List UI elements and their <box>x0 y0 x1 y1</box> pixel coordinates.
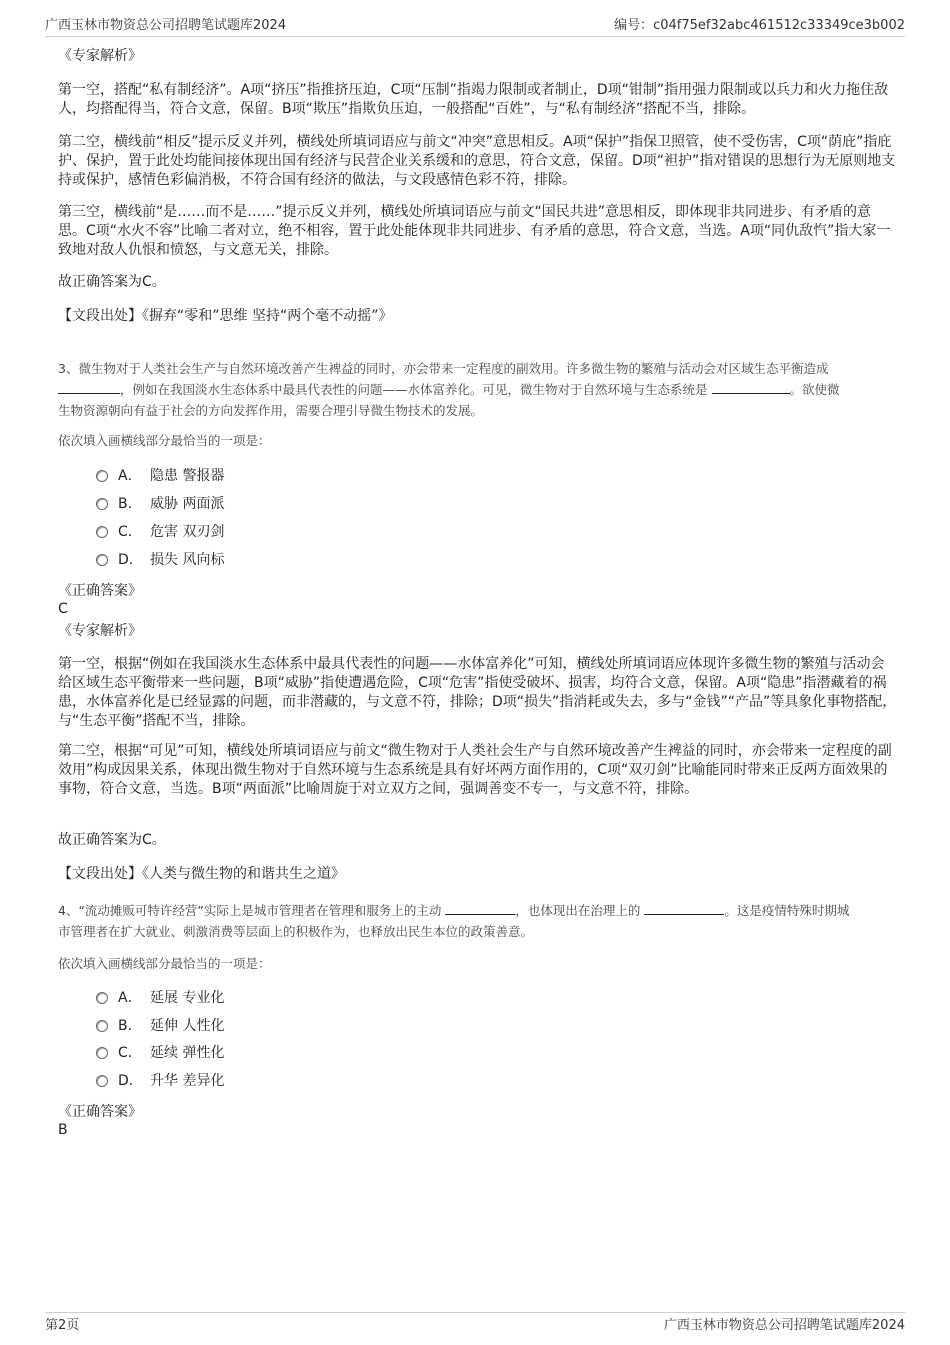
header-serial-number: 编号：c04f75ef32abc461512c33349ce3b002 <box>614 18 905 33</box>
radio-button-icon[interactable] <box>96 470 108 482</box>
footer-divider <box>45 1312 905 1313</box>
radio-button-icon[interactable] <box>96 554 108 566</box>
page-number: 第2页 <box>45 1318 80 1333</box>
q4-text-part-1: 4、“流动摊贩可特许经营”实际上是城市管理者在管理和服务上的主动 <box>58 903 442 918</box>
q3-option-c[interactable]: C． 危害 双刃剑 <box>96 521 224 543</box>
radio-button-icon[interactable] <box>96 1047 108 1059</box>
header-divider <box>45 36 905 37</box>
q2-source: 【文段出处】《摒弃“零和”思维 坚持“两个毫不动摇”》 <box>58 308 393 324</box>
q4-option-d[interactable]: D． 升华 差异化 <box>96 1070 224 1092</box>
q4-text-part-2: ，也体现出在治理上的 <box>515 903 641 918</box>
q3-prompt: 依次填入画横线部分最恰当的一项是： <box>58 433 271 448</box>
q2-analysis-paragraph-2: 第二空，横线前“相反”提示反义并列，横线处所填词语应与前文“冲突”意思相反。A项“保护”指保卫照管，使不受伤害，C项“荫庇”指庇护、保护，置于此处均能间接体现出国有经济与民营企业关系缓和的意思，符合文意，保留。D项“袒护”指对错误的思想行为无原则地支持或保护，感情色彩偏消极，不符合国有经济的做法，与文段感情色彩不符，排除。 <box>58 134 896 188</box>
q4-option-b[interactable]: B． 延伸 人性化 <box>96 1015 224 1037</box>
q4-option-c[interactable]: C． 延续 弹性化 <box>96 1042 224 1064</box>
q4-blank-1 <box>445 901 515 915</box>
q3-blank-2 <box>712 380 790 394</box>
q4-prompt: 依次填入画横线部分最恰当的一项是： <box>58 956 271 971</box>
footer-title: 广西玉林市物资总公司招聘笔试题库2024 <box>663 1318 905 1333</box>
q2-analysis-paragraph-1: 第一空，搭配“私有制经济”。A项“挤压”指推挤压迫，C项“压制”指竭力限制或者制止，D项“钳制”指用强力限制或以兵力和火力拖住敌人，均搭配得当，符合文意，保留。B项“欺压”指欺负压迫，一般搭配“百姓”，与“私有制经济”搭配不当，排除。 <box>58 82 889 117</box>
radio-button-icon[interactable] <box>96 526 108 538</box>
q3-text-part-1: 3、微生物对于人类社会生产与自然环境改善产生裨益的同时，亦会带来一定程度的副效用。许多微生物的繁殖与活动会对区域生态平衡造成 <box>58 361 829 376</box>
q4-answer: B <box>58 1122 68 1138</box>
q3-answer: C <box>58 601 68 617</box>
q3-source: 【文段出处】《人类与微生物的和谐共生之道》 <box>58 866 345 882</box>
q3-conclusion: 故正确答案为C。 <box>58 832 166 848</box>
q4-blank-2 <box>644 901 724 915</box>
q2-expert-label: 《专家解析》 <box>58 48 142 64</box>
q3-text-part-4: 生物资源朝向有益于社会的方向发挥作用，需要合理引导微生物技术的发展。 <box>58 403 484 418</box>
q3-blank-1 <box>58 380 120 394</box>
radio-button-icon[interactable] <box>96 498 108 510</box>
page-header <box>45 14 905 34</box>
q3-question-text <box>58 358 898 421</box>
q4-question-text <box>58 900 898 942</box>
radio-button-icon[interactable] <box>96 1020 108 1032</box>
q4-text-part-4: 市管理者在扩大就业、刺激消费等层面上的积极作为，也释放出民生本位的政策善意。 <box>58 924 534 939</box>
q3-option-d[interactable]: D． 损失 风向标 <box>96 549 224 571</box>
q3-text-part-3: 。欲使微 <box>789 382 840 397</box>
q4-option-a[interactable]: A． 延展 专业化 <box>96 987 224 1009</box>
q2-conclusion: 故正确答案为C。 <box>58 274 166 290</box>
radio-button-icon[interactable] <box>96 992 108 1004</box>
q3-text-part-2: ，例如在我国淡水生态体系中最具代表性的问题——水体富养化。可见，微生物对于自然环境与生态系统是 <box>120 382 708 397</box>
q3-option-a[interactable]: A． 隐患 警报器 <box>96 465 224 487</box>
header-title: 广西玉林市物资总公司招聘笔试题库2024 <box>45 18 287 33</box>
q3-analysis-paragraph-2: 第二空，根据“可见”可知，横线处所填词语应与前文“微生物对于人类社会生产与自然环境改善产生裨益的同时，亦会带来一定程度的副效用”构成因果关系，体现出微生物对于自然环境与生态系统是具有好坏两方面作用的，C项“双刃剑”比喻能同时带来正反两方面效果的事物，符合文意，当选。B项“两面派”比喻周旋于对立双方之间，强调善变不专一，与文意不符，排除。 <box>58 743 892 797</box>
q3-analysis-paragraph-1: 第一空，根据“例如在我国淡水生态体系中最具代表性的问题——水体富养化”可知，横线处所填词语应体现许多微生物的繁殖与活动会给区域生态平衡带来一些问题，B项“威胁”指使遭遇危险，C项“危害”指使受破坏、损害，均符合文意，保留。A项“隐患”指潜藏着的祸患，水体富养化是已经显露的问题，而非潜藏的，与文意不符，排除；D项“损失”指消耗或失去，多与“金钱”“产品”等具象化事物搭配，与“生态平衡”搭配不当，排除。 <box>58 656 897 729</box>
q4-text-part-3: 。这是疫情特殊时期城 <box>724 903 850 918</box>
q4-answer-label: 《正确答案》 <box>58 1104 142 1120</box>
q3-answer-label: 《正确答案》 <box>58 583 142 599</box>
q3-option-b[interactable]: B． 威胁 两面派 <box>96 493 224 515</box>
q2-analysis-paragraph-3: 第三空，横线前“是……而不是……”提示反义并列，横线处所填词语应与前文“国民共进”意思相反，即体现非共同进步、有矛盾的意思。C项“水火不容”比喻二者对立，绝不相容，置于此处能体现非共同进步、有矛盾的意思，符合文意，当选。A项“同仇敌忾”指大家一致地对敌人仇恨和愤怒，与文意无关，排除。 <box>58 204 891 258</box>
radio-button-icon[interactable] <box>96 1075 108 1087</box>
q3-expert-label: 《专家解析》 <box>58 623 142 639</box>
